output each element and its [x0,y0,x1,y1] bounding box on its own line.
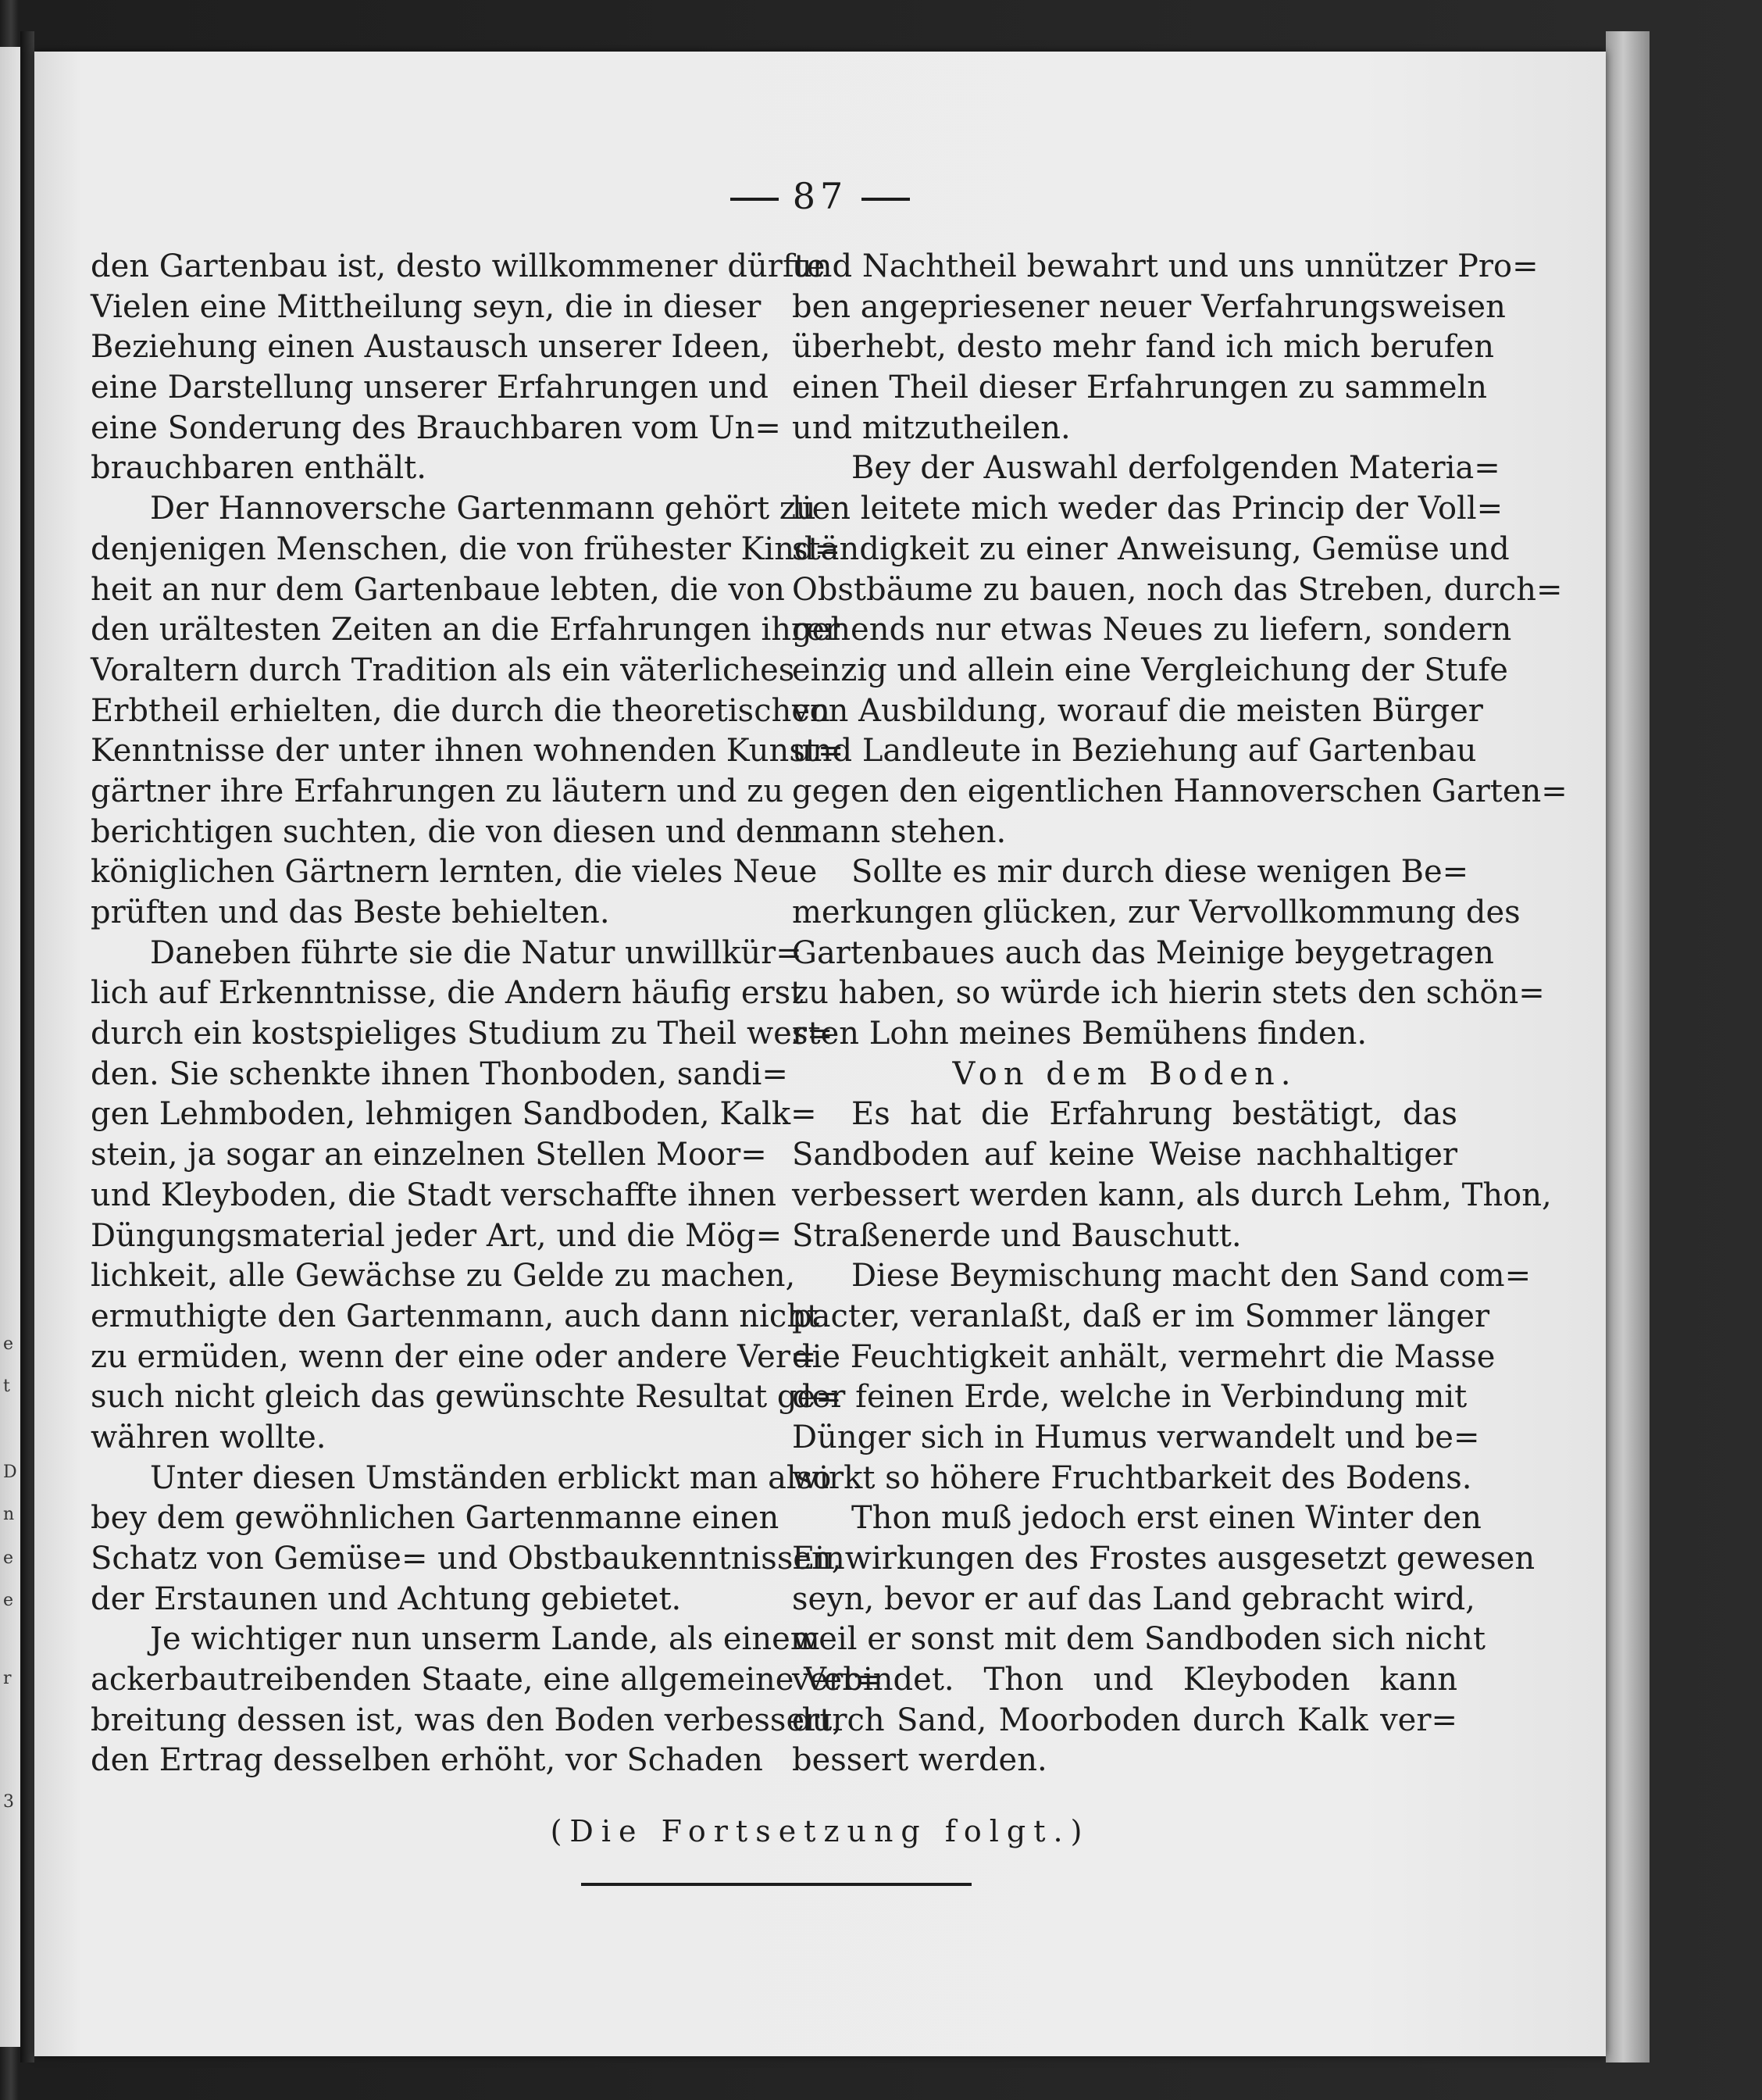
text-line: ständigkeit zu einer Anweisung, Gemüse und [792,530,1510,567]
book-cover-edge [1606,31,1650,2062]
text-line: Düngungsmaterial jeder Art, und die Mög= [91,1217,783,1254]
text-line: breitung dessen ist, was den Boden verbessert, [91,1702,843,1738]
text-line: lich auf Erkenntnisse, die Andern häufig erst [91,975,804,1012]
text-line: denjenigen Menschen, die von frühester Kind= [91,530,841,567]
end-rule [581,1883,972,1886]
text-line: den Gartenbau ist, desto willkommener dürfte [91,248,826,284]
text-line: heit an nur dem Gartenbaue lebten, die von [91,571,785,608]
text-line: wirkt so höhere Fruchtbarkeit des Bodens. [792,1459,1472,1496]
page-number: 87 [792,175,848,217]
margin-fragment: e [3,1548,14,1568]
margin-fragment: e [3,1591,14,1610]
text-line: durch ein kostspieliges Studium zu Theil wer= [91,1016,833,1052]
left-text-column [91,247,883,1781]
text-line: ackerbautreibenden Staate, eine allgemeine Ver= [91,1662,883,1698]
previous-page-edge [0,47,20,2047]
page-header [34,175,1606,217]
text-line: königlichen Gärtnern lernten, die vieles Neue [91,854,818,891]
text-line: ermuthigte den Gartenmann, auch dann nicht [91,1298,820,1334]
text-line: such nicht gleich das gewünschte Resultat ge= [91,1379,842,1416]
text-line: einen Theil dieser Erfahrungen zu sammeln [792,370,1488,406]
text-line: Diese Beymischung macht den Sand com= [851,1258,1532,1295]
text-line: der Erstaunen und Achtung gebietet. [91,1580,682,1617]
text-line: und mitzutheilen. [792,409,1071,446]
text-line: Beziehung einen Austausch unserer Ideen, [91,329,771,366]
section-heading: Von dem Boden. [952,1055,1297,1092]
text-line: Voraltern durch Tradition als ein väterliches [91,652,795,688]
margin-fragment: 3 [3,1792,14,1812]
text-line: zu haben, so würde ich hierin stets den schön= [792,975,1545,1012]
text-line: zu ermüden, wenn der eine oder andere Ver= [91,1338,817,1375]
right-text-column [792,247,1568,1781]
text-line: Vielen eine Mittheilung seyn, die in dieser [91,288,762,325]
text-line: der feinen Erde, welche in Verbindung mit [792,1379,1468,1416]
text-line: Sollte es mir durch diese wenigen Be= [851,854,1469,891]
text-line: Sandboden auf keine Weise nachhaltiger [792,1137,1457,1173]
text-line: den urältesten Zeiten an die Erfahrungen ihrer [91,612,840,648]
text-line: verbessert werden kann, als durch Lehm, Thon, [792,1177,1552,1213]
text-line: eine Darstellung unserer Erfahrungen und [91,370,769,406]
text-line: Daneben führte sie die Natur unwillkür= [150,934,802,971]
text-line: bessert werden. [792,1742,1047,1779]
text-line: berichtigen suchten, die von diesen und den [91,813,794,850]
text-line: gärtner ihre Erfahrungen zu läutern und zu [91,773,784,809]
text-line: gen Lehmboden, lehmigen Sandboden, Kalk= [91,1096,817,1133]
text-line: Thon muß jedoch erst einen Winter den [851,1500,1482,1537]
text-line: überhebt, desto mehr fand ich mich berufen [792,329,1494,366]
margin-fragment: D [3,1462,17,1482]
continuation-note: (Die Fortsetzung folgt.) [550,1814,1090,1848]
text-line: lien leitete mich weder das Princip der Voll= [792,491,1503,527]
text-line: Gartenbaues auch das Meinige beygetragen [792,934,1494,971]
text-line: und Kleyboden, die Stadt verschaffte ihnen [91,1177,777,1213]
text-line: den. Sie schenkte ihnen Thonboden, sandi= [91,1055,788,1092]
margin-fragment: r [3,1669,12,1688]
book-page [34,52,1606,2056]
header-dash [861,198,910,201]
margin-fragment: n [3,1505,15,1524]
text-line: Unter diesen Umständen erblickt man also [150,1459,832,1496]
book-gutter [20,31,34,2062]
text-line: einzig und allein eine Vergleichung der Stufe [792,652,1508,688]
text-line: Straßenerde und Bauschutt. [792,1217,1242,1254]
margin-fragment: e [3,1334,14,1354]
header-dash [730,198,779,201]
text-line: weil er sonst mit dem Sandboden sich nicht [792,1621,1486,1658]
text-line: brauchbaren enthält. [91,450,426,487]
text-line: merkungen glücken, zur Vervollkommung des [792,895,1521,930]
text-line: Dünger sich in Humus verwandelt und be= [792,1419,1480,1455]
text-line: und Nachtheil bewahrt und uns unnützer Pro= [792,248,1539,284]
text-line: Bey der Auswahl derfolgenden Materia= [851,450,1500,487]
text-line: ben angepriesener neuer Verfahrungsweisen [792,288,1506,325]
text-line: Obstbäume zu bauen, noch das Streben, durch= [792,571,1563,608]
text-line: Es hat die Erfahrung bestätigt, das [851,1096,1457,1133]
text-line: den Ertrag desselben erhöht, vor Schaden [91,1742,763,1779]
text-line: verbindet. Thon und Kleyboden kann [792,1662,1457,1698]
text-line: von Ausbildung, worauf die meisten Bürger [792,692,1483,729]
text-line: und Landleute in Beziehung auf Gartenbau [792,733,1477,770]
text-line: Der Hannoversche Gartenmann gehört zu [150,491,816,527]
text-line: die Feuchtigkeit anhält, vermehrt die Masse [792,1338,1496,1375]
text-line: sten Lohn meines Bemühens finden. [792,1016,1368,1052]
text-line: lichkeit, alle Gewächse zu Gelde zu machen, [91,1258,796,1295]
text-line: bey dem gewöhnlichen Gartenmanne einen [91,1500,779,1537]
text-line: stein, ja sogar an einzelnen Stellen Moor= [91,1137,767,1173]
text-line: eine Sonderung des Brauchbaren vom Un= [91,409,781,446]
text-line: mann stehen. [792,813,1007,850]
text-line: Schatz von Gemüse= und Obstbaukenntnissen, [91,1541,842,1577]
text-line: gegen den eigentlichen Hannoverschen Garten= [792,773,1568,809]
text-line: Erbtheil erhielten, die durch die theoretischen [91,692,830,729]
text-line: gehends nur etwas Neues zu liefern, sondern [792,612,1512,648]
text-line: Je wichtiger nun unserm Lande, als einem [150,1621,820,1658]
margin-fragment: t [3,1377,10,1396]
text-line: prüften und das Beste behielten. [91,895,610,930]
text-line: pacter, veranlaßt, daß er im Sommer länger [792,1298,1490,1334]
text-line: Kenntnisse der unter ihnen wohnenden Kunst= [91,733,844,770]
text-line: durch Sand, Moorboden durch Kalk ver= [792,1702,1457,1738]
text-line: Einwirkungen des Frostes ausgesetzt gewesen [792,1541,1536,1577]
text-line: seyn, bevor er auf das Land gebracht wird, [792,1580,1475,1617]
text-line: währen wollte. [91,1419,326,1455]
